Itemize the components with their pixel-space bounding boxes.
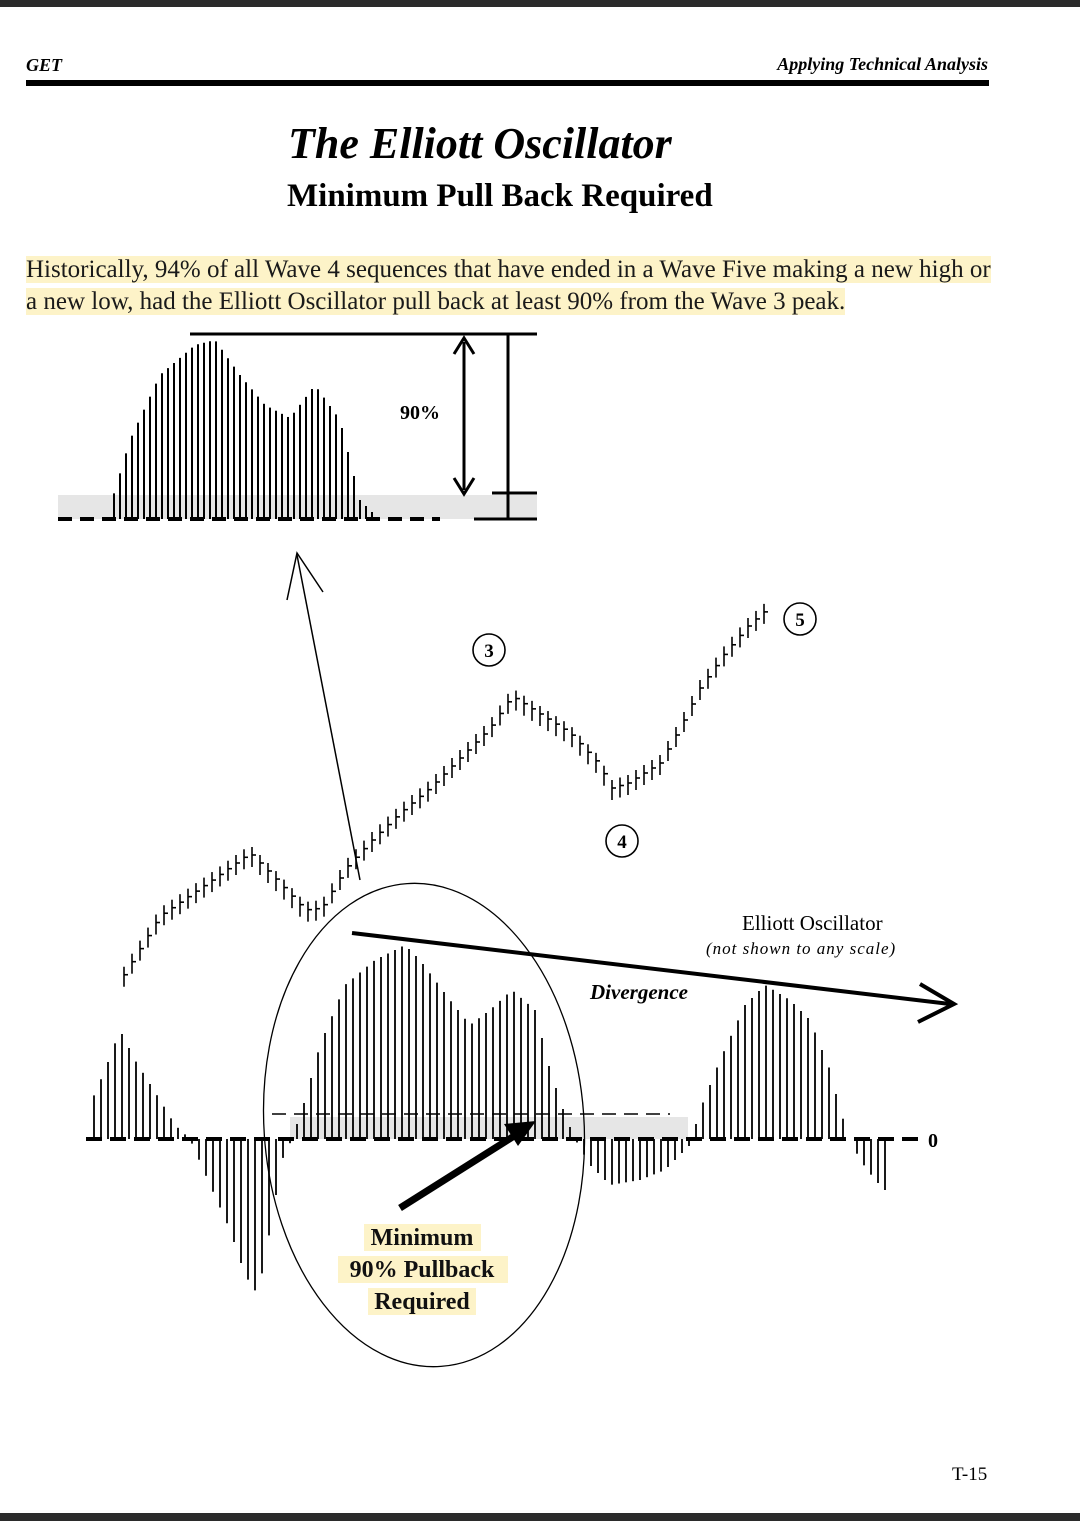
svg-text:3: 3 [484,641,494,662]
inset-percent-label: 90% [400,402,440,424]
page-title: The Elliott Oscillator [288,119,672,168]
bottom-border [0,1513,1080,1521]
header-left: GET [26,55,62,75]
callout-line-3: Required [374,1289,470,1315]
inset-shading [58,495,537,519]
oscillator-shading [290,1117,688,1139]
callout-line-1: Minimum [370,1225,474,1251]
page-number: T-15 [952,1464,988,1485]
oscillator-note: (not shown to any scale) [706,939,897,958]
callout-text [338,1224,508,1315]
svg-text:5: 5 [795,610,805,631]
inset-panel [58,334,537,519]
inset-pointer [287,553,360,880]
inset-histogram [114,341,372,519]
callout-line-2: 90% Pullback [349,1257,495,1283]
zero-label: 0 [928,1130,938,1152]
svg-text:4: 4 [617,832,627,853]
wave-3-label [473,634,505,666]
wave-5-label [784,603,816,635]
highlighted-text: Historically, 94% of all Wave 4 sequences that have ended in a Wave Five making a new high or a new low, had the Elliott Oscillator pull back at least 90% from the Wave 3 peak. [26,256,991,315]
wave-4-label [606,825,638,857]
divergence-label: Divergence [590,980,688,1004]
page-subtitle: Minimum Pull Back Required [287,178,713,214]
price-bars [124,604,768,987]
oscillator-label: Elliott Oscillator [742,911,883,935]
header-right: Applying Technical Analysis [777,54,988,74]
